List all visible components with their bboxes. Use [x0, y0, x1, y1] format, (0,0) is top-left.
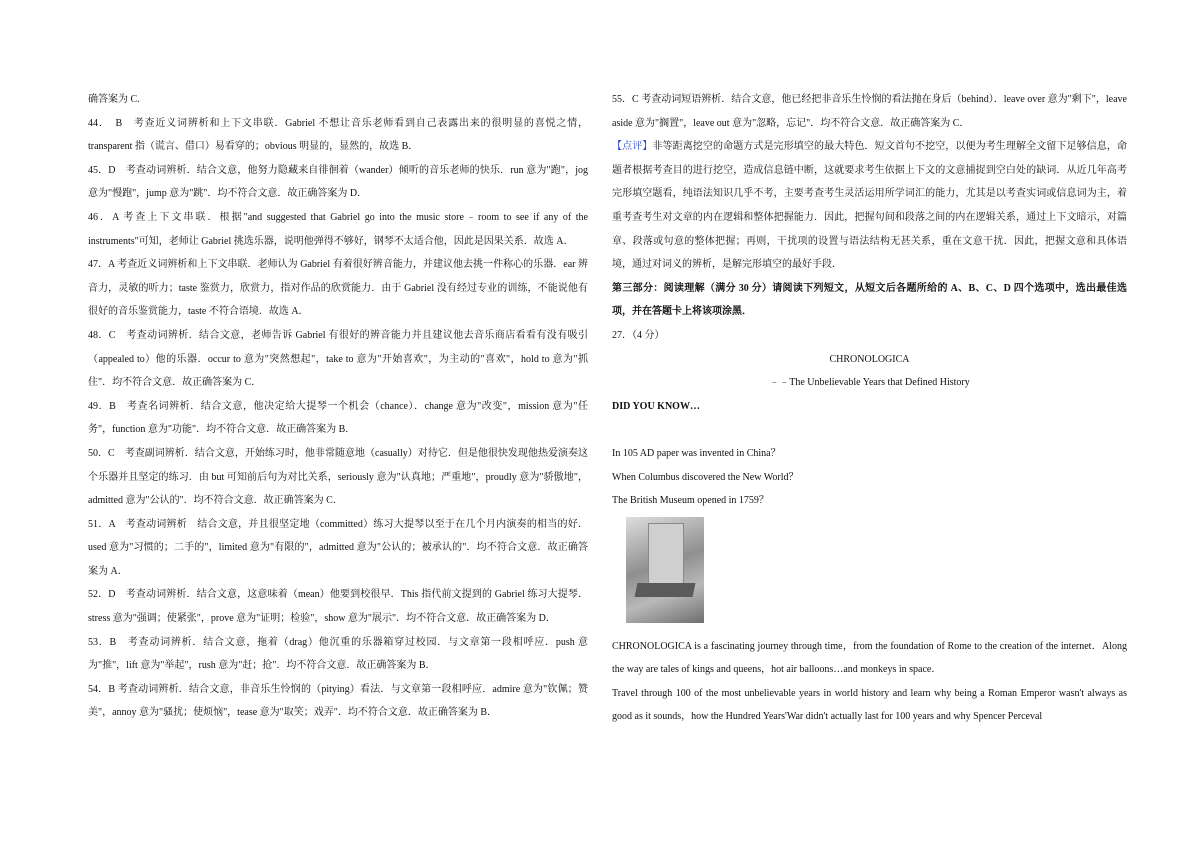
fact-1: In 105 AD paper was invented in China？ [612, 447, 781, 459]
fact-3: The British Museum opened in 1759？ [612, 495, 769, 507]
answer-continuation: 确答案为 C. [88, 94, 140, 105]
answer-46: 46．A 考查上下文串联．根据"and suggested that Gabriel go into the music store﹣room to see if any of the instruments"可知，老师让 Gabriel 挑选乐器，说明他弹得不够好，钢琴不太适合他，因此是因果关系．故选 A． [88, 211, 588, 247]
answer-45: 45．D 考查动词辨析．结合文意，他努力隐藏来自徘徊着（wander）倾听的音乐老师的快乐．run 意为"跑"，jog 意为"慢跑"，jump 意为"跳"．均不符合文意．故正确答案为 D． [88, 164, 588, 200]
section-3-heading: 第三部分：阅读理解（满分 30 分）请阅读下列短文，从短文后各题所给的 A、B、C、D 四个选项中，选出最佳选项，并在答题卡上将该项涂黑． [612, 282, 1127, 318]
answer-50: 50．C 考查副词辨析．结合文意，开始练习时，他非常随意地（casually）对待它．但是他很快发现他热爱演奏这个乐器并且坚定的练习．由 but 可知前后句为对比关系，seriously 意为"认真地；严重地"，proudly 意为"骄傲地"，admitted 意为"公认的"．均不符合文意．故正确答案为 C． [88, 447, 588, 507]
passage-title: CHRONOLOGICA [829, 353, 910, 365]
left-column [88, 88, 588, 725]
comment-tag: 【点评】 [612, 141, 653, 153]
right-column [612, 88, 1127, 729]
comment-paragraph [612, 135, 1127, 277]
answer-53: 53．B 考查动词辨析．结合文意，拖着（drag）他沉重的乐器箱穿过校园．与文章第一段相呼应．push 意为"推"，lift 意为"举起"，rush 意为"赶；抢"．均不符合文意．故正确答案为 B． [88, 636, 588, 672]
answer-55: 55．C 考查动词短语辨析．结合文意，他已经把非音乐生怜悯的看法抛在身后（behind）．leave over 意为"剩下"，leave aside 意为"搁置"，leave out 意为"忽略，忘记"．均不符合文意．故正确答案为 C． [612, 94, 1127, 129]
answer-49: 49．B 考查名词辨析．结合文意，他决定给大提琴一个机会（chance）．change 意为"改变"，mission 意为"任务"，function 意为"功能"．均不符合文意．故正确答案为 B． [88, 400, 588, 436]
ship-hull-shape [635, 583, 696, 597]
comment-text: 非等距离挖空的命题方式是完形填空的最大特色．短文首句不挖空，以便为考生理解全文留下足够信息，命题者根据考查目的进行挖空，造成信息链中断，这就要求考生依据上下文的文意捕捉到空白处的缺词．从近几年高考完形填空题看，纯语法知识几乎不考，主要考查考生灵活运用所学词汇的能力，尤其是以考查实词或信息词为主，着重考查考生对文章的内在逻辑和整体把握能力．因此，把握句间和段落之间的内在逻辑关系，通过上下文暗示，对篇章、段落或句意的整体把握；再则，干扰项的设置与语法结构无甚关系，重在文意干扰．因此，把握文意和具体语境，通过对词义的辨析，是解完形填空的最好手段． [612, 141, 1128, 271]
did-you-know-heading: DID YOU KNOW… [612, 400, 700, 412]
question-27-label: 27．（4 分） [612, 329, 665, 341]
answer-52: 52．D 考查动词辨析．结合文意，这意味着（mean）他要到校很早．This 指代前文提到的 Gabriel 练习大提琴．stress 意为"强调；使紧张"，prove 意为"证明；检验"，show 意为"展示"．均不符合文意．故正确答案为 D． [88, 589, 588, 625]
spacer [612, 418, 1127, 442]
answer-48: 48．C 考查动词辨析．结合文意，老师告诉 Gabriel 有很好的辨音能力并且建议他去音乐商店看看有没有吸引（appealed to）他的乐器．occur to 意为"突然想起"，take to 意为"开始喜欢"，为主动的"喜欢"，hold to 意为"抓住"．均不符合文意．故正确答案为 C． [88, 329, 588, 389]
answer-54: 54．B 考查动词辨析．结合文意，非音乐生怜悯的（pitying）看法．与文章第一段相呼应．admire 意为"钦佩；赞美"，annoy 意为"骚扰；使烦恼"，tease 意为"取笑；戏弄"．均不符合文意．故正确答案为 B． [88, 683, 588, 719]
fact-2: When Columbus discovered the New World？ [612, 471, 799, 483]
ship-image [626, 517, 704, 623]
answer-47: 47．A 考查近义词辨析和上下文串联．老师认为 Gabriel 有着很好辨音能力，并建议他去挑一件称心的乐器．ear 辨音力，灵敏的听力；taste 鉴赏力，欣赏力，指对作品的欣赏能力．由于 Gabriel 没有经过专业的训练，不能说他有很好的音乐鉴赏能力，taste 不符合语境．故选 A． [88, 259, 588, 318]
passage-paragraph-2: Travel through 100 of the most unbelievable years in world history and learn why being a Roman Emperor wasn't always as good as it sounds，how the Hundred Years'War didn't actually last for 100 years and why Spencer Perceval [612, 687, 1127, 723]
passage-paragraph-1: CHRONOLOGICA is a fascinating journey through time，from the foundation of Rome to the creation of the internet．Along the way are tales of kings and queens，hot air balloons…and monkeys in space． [612, 640, 1127, 676]
answer-51: 51．A 考查动词辨析 结合文意，并且很坚定地（committed）练习大提琴以至于在几个月内演奏的相当的好．used 意为"习惯的；二手的"，limited 意为"有限的"，admitted 意为"公认的；被承认的"．均不符合文意．故正确答案为 A． [88, 518, 588, 577]
answer-44: 44． B 考查近义词辨析和上下文串联．Gabriel 不想让音乐老师看到自己表露出来的很明显的喜悦之情，transparent 指（谎言、借口）易看穿的；obvious 明显的，显然的，故选 B． [88, 117, 588, 153]
passage-subtitle: ﹣﹣The Unbelievable Years that Defined History [769, 377, 970, 389]
